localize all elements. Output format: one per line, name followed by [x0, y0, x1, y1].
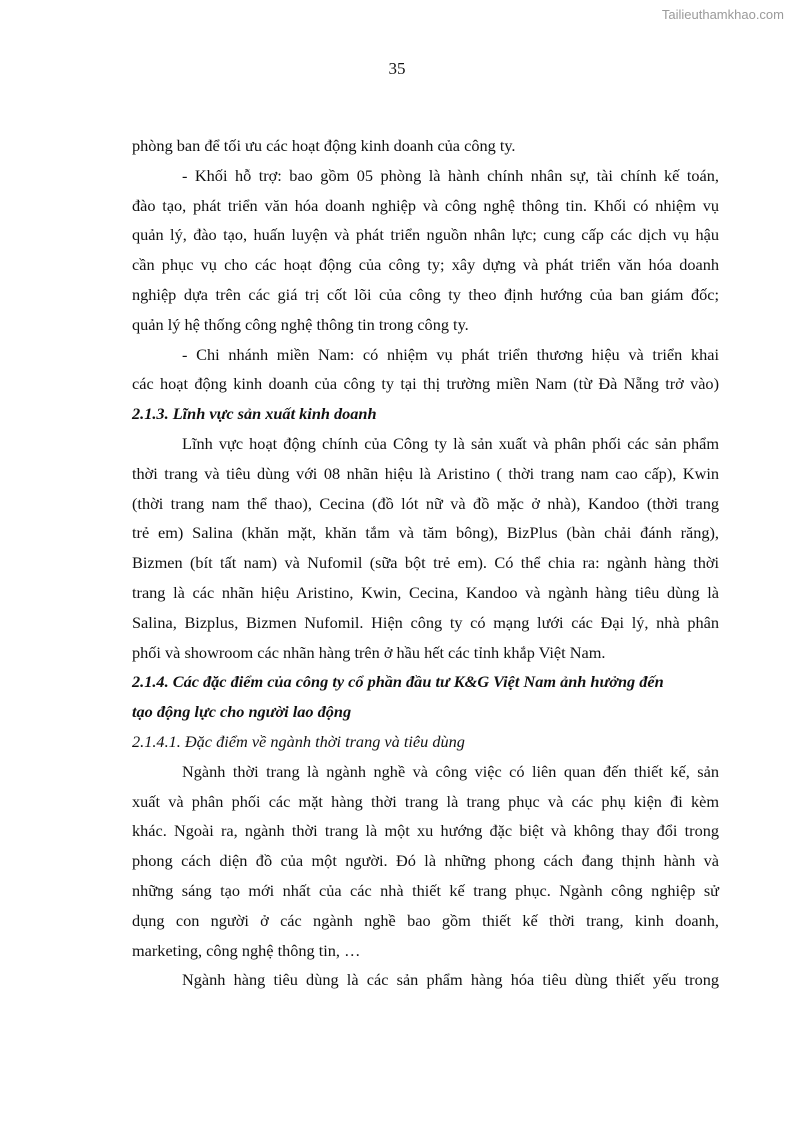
- text-line: (thời trang nam thể thao), Cecina (đồ lót nữ và đồ mặc ở nhà), Kandoo (thời trang: [132, 493, 719, 513]
- text-line: dụng con người ở các ngành nghề bao gồm thiết kế thời trang, kinh doanh,: [132, 910, 719, 930]
- section-heading: 2.1.4. Các đặc điểm của công ty cổ phần đầu tư K&G Việt Nam ảnh hưởng đến: [132, 672, 664, 692]
- text-line: Ngành thời trang là ngành nghề và công việc có liên quan đến thiết kế, sản: [182, 761, 719, 781]
- text-line: - Khối hỗ trợ: bao gồm 05 phòng là hành chính nhân sự, tài chính kế toán,: [182, 165, 719, 185]
- section-heading: 2.1.3. Lĩnh vực sản xuất kinh doanh: [132, 404, 377, 424]
- text-line: phòng ban để tối ưu các hoạt động kinh doanh của công ty.: [132, 136, 516, 155]
- section-heading: tạo động lực cho người lao động: [132, 702, 352, 722]
- text-line: nghiệp dựa trên các giá trị cốt lõi của công ty theo định hướng của ban giám đốc;: [132, 284, 719, 304]
- text-line: phong cách diện đồ của một người. Đó là những phong cách đang thịnh hành và: [132, 851, 719, 871]
- text-line: Bizmen (bít tất nam) và Nufomil (sữa bột trẻ em). Có thể chia ra: ngành hàng thời: [132, 553, 719, 573]
- text-line: quản lý hệ thống công nghệ thông tin trong công ty.: [132, 314, 469, 334]
- text-line: xuất và phân phối các mặt hàng thời trang là trang phục và các phụ kiện đi kèm: [132, 791, 719, 811]
- text-line: cần phục vụ cho các hoạt động của công ty; xây dựng và phát triển văn hóa doanh: [132, 255, 719, 275]
- text-line: trẻ em) Salina (khăn mặt, khăn tắm và tăm bông), BizPlus (bàn chải đánh răng),: [132, 523, 719, 543]
- text-line: Ngành hàng tiêu dùng là các sản phẩm hàng hóa tiêu dùng thiết yếu trong: [182, 970, 719, 990]
- text-line: Lĩnh vực hoạt động chính của Công ty là sản xuất và phân phối các sản phẩm: [182, 433, 719, 453]
- text-line: thời trang và tiêu dùng với 08 nhãn hiệu là Aristino ( thời trang nam cao cấp), Kwin: [132, 463, 719, 483]
- document-body: [132, 131, 719, 995]
- text-line: những sáng tạo mới nhất của các nhà thiết kế trang phục. Ngành công nghiệp sử: [132, 880, 719, 900]
- watermark: Tailieuthamkhao.com: [661, 7, 784, 22]
- text-line: các hoạt động kinh doanh của công ty tại thị trường miền Nam (từ Đà Nẵng trở vào): [132, 374, 719, 394]
- text-line: khác. Ngoài ra, ngành thời trang là một xu hướng đặc biệt và không thay đổi trong: [132, 821, 719, 841]
- text-line: marketing, công nghệ thông tin, …: [132, 940, 361, 960]
- text-line: - Chi nhánh miền Nam: có nhiệm vụ phát triển thương hiệu và triển khai: [182, 344, 719, 364]
- text-line: quản lý, đào tạo, huấn luyện và phát triển nguồn nhân lực; cung cấp các dịch vụ hậu: [132, 225, 719, 245]
- page-number: 35: [388, 59, 406, 78]
- text-line: trang là các nhãn hiệu Aristino, Kwin, Cecina, Kandoo và ngành hàng tiêu dùng là: [132, 582, 719, 602]
- text-line: đào tạo, phát triển văn hóa doanh nghiệp và công nghệ thông tin. Khối có nhiệm vụ: [132, 195, 719, 215]
- subsection-heading: 2.1.4.1. Đặc điểm về ngành thời trang và tiêu dùng: [132, 731, 465, 751]
- text-line: Salina, Bizplus, Bizmen Nufomil. Hiện công ty có mạng lưới các Đại lý, nhà phân: [132, 612, 719, 632]
- text-line: phối và showroom các nhãn hàng trên ở hầu hết các tỉnh khắp Việt Nam.: [132, 642, 606, 662]
